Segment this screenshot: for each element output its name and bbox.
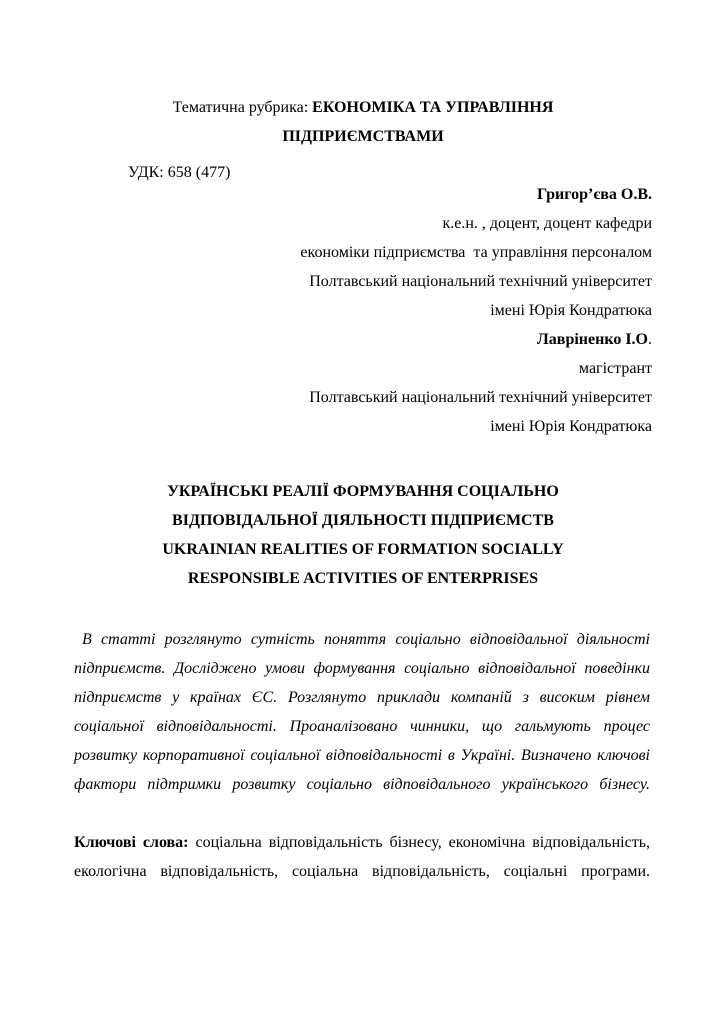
thematic-rubric-heading bbox=[74, 93, 652, 151]
keywords-paragraph bbox=[74, 828, 650, 915]
rubric-section-line-1: ЕКОНОМІКА ТА УПРАВЛІННЯ bbox=[308, 99, 554, 116]
title-line-en: UKRAINIAN REALITIES OF FORMATION SOCIALLY bbox=[162, 541, 564, 558]
author-affiliation-line: магістрант bbox=[578, 360, 652, 377]
rubric-lead-label: Тематична рубрика: bbox=[172, 99, 309, 116]
keywords-label: Ключові слова: bbox=[74, 834, 189, 851]
abstract-text: В статті розглянуто сутність поняття соціально відповідальної діяльності підприємств. Досліджено умови формування соціально відповідальної поведінки підприємств у країнах ЄС. Розглянуто приклади компаній з високим рівнем соціальної відповідальності. Проаналізовано чинники, що гальмують процес розвитку корпоративної соціальної відповідальності в Україні. Визначено ключові фактори підтримки розвитку соціально відповідального українського бізнесу. bbox=[74, 631, 650, 793]
author-affiliation-line: економіки підприємства та управління персоналом bbox=[300, 244, 652, 261]
title-line-uk: ВІДПОВІДАЛЬНОЇ ДІЯЛЬНОСТІ ПІДПРИЄМСТВ bbox=[172, 512, 554, 529]
author-affiliation-line: к.е.н. , доцент, доцент кафедри bbox=[442, 215, 652, 232]
title-line-uk: УКРАЇНСЬКІ РЕАЛІЇ ФОРМУВАННЯ СОЦІАЛЬНО bbox=[167, 483, 559, 500]
author-entry bbox=[74, 325, 652, 441]
author-affiliation-line: Полтавський національний технічний університет bbox=[309, 389, 652, 406]
author-affiliation-line: імені Юрія Кондратюка bbox=[490, 418, 652, 435]
rubric-section-line-2: ПІДПРИЄМСТВАМИ bbox=[282, 128, 444, 145]
author-name: Лавріненко І.О. bbox=[536, 331, 652, 348]
author-name: Григор’єва О.В. bbox=[536, 186, 652, 203]
author-affiliation-block bbox=[74, 180, 652, 441]
keywords-list: соціальна відповідальність бізнесу, економічна відповідальність, екологічна відповідальність, соціальна відповідальність, соціальні програми. bbox=[74, 834, 650, 880]
article-title bbox=[74, 477, 652, 593]
author-affiliation-line: імені Юрія Кондратюка bbox=[490, 302, 652, 319]
author-entry bbox=[74, 180, 652, 325]
author-affiliation-line: Полтавський національний технічний університет bbox=[309, 273, 652, 290]
title-line-en: RESPONSIBLE ACTIVITIES OF ENTERPRISES bbox=[187, 570, 539, 587]
udk-code: УДК: 658 (477) bbox=[128, 164, 231, 181]
